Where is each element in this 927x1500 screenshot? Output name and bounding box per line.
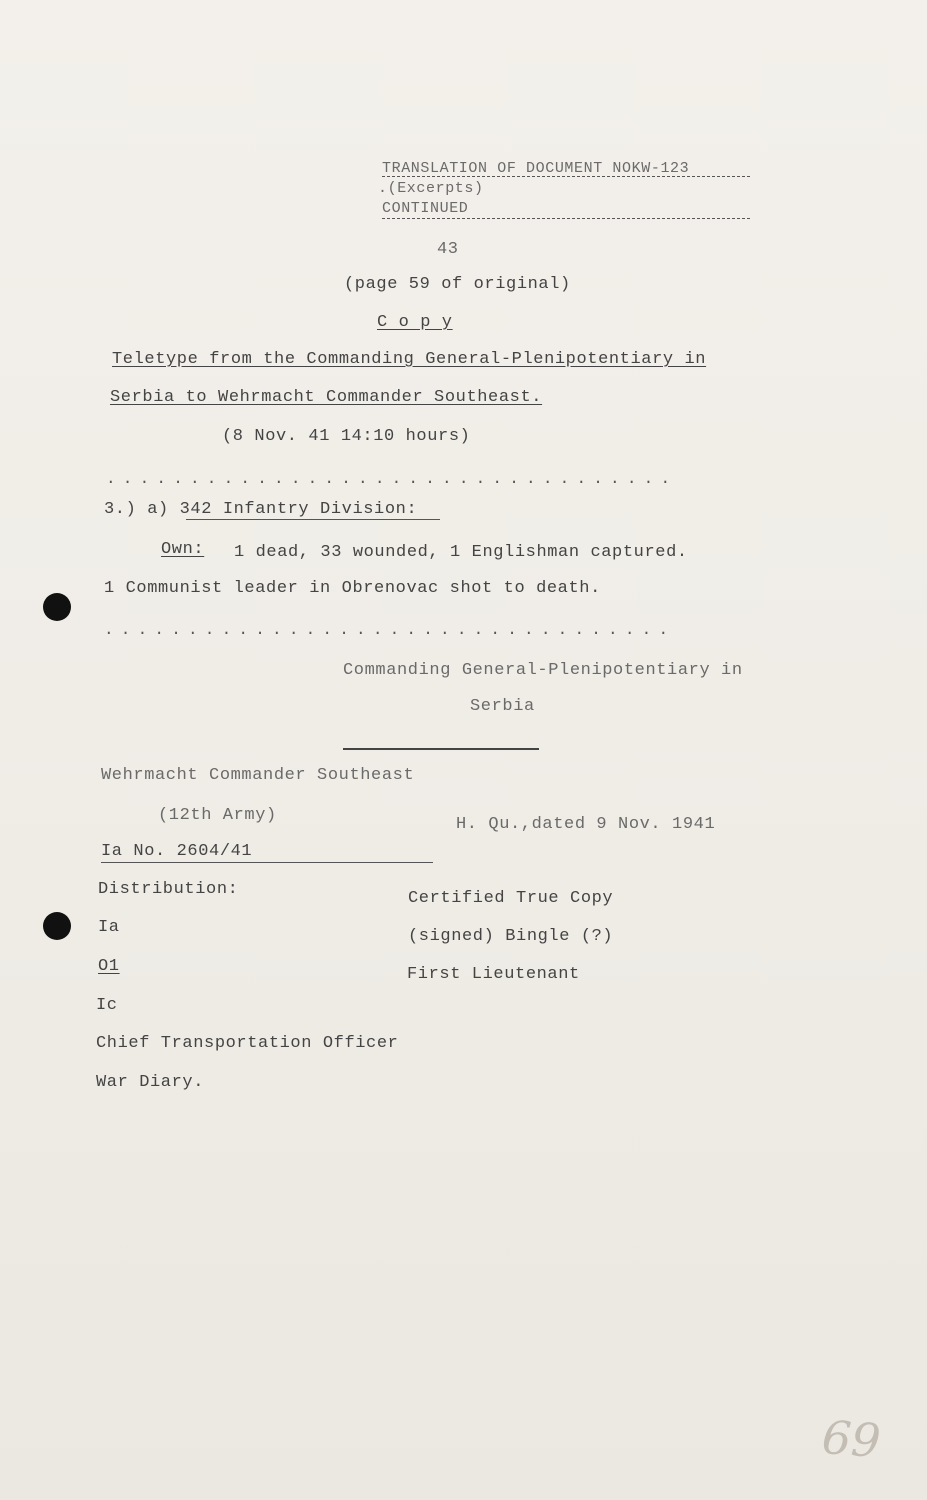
distribution-item: Ia — [98, 918, 120, 937]
header-rule-2 — [382, 218, 750, 219]
own-label: Own: — [161, 540, 205, 559]
header-line-2: .(Excerpts) — [378, 180, 484, 197]
punch-hole — [43, 912, 71, 940]
own-text: 1 dead, 33 wounded, 1 Englishman captured. — [234, 543, 688, 562]
distribution-item: Chief Transportation Officer — [96, 1034, 399, 1053]
distribution-item: Ic — [96, 996, 118, 1015]
header-rule-1 — [382, 176, 750, 177]
signature-divider — [343, 748, 539, 750]
copy-label: C o p y — [377, 313, 453, 332]
page-reference: (page 59 of original) — [344, 275, 571, 294]
punch-hole — [43, 593, 71, 621]
title-line-2: Serbia to Wehrmacht Commander Southeast. — [110, 388, 543, 407]
title-line-1: Teletype from the Commanding General-Plenipotentiary in — [112, 350, 707, 369]
reference-rule — [101, 862, 433, 863]
distribution-item: O1 — [98, 957, 120, 976]
army: (12th Army) — [158, 806, 277, 825]
certification-line-1: Certified True Copy — [408, 889, 614, 908]
sender: Wehrmacht Commander Southeast — [101, 766, 415, 785]
distribution-label: Distribution: — [98, 880, 239, 899]
header-line-1: TRANSLATION OF DOCUMENT NOKW-123 — [382, 160, 690, 177]
hq-date: H. Qu.,dated 9 Nov. 1941 — [456, 815, 716, 834]
dotted-separator-2: .................................. — [104, 621, 676, 639]
section-line-2: 1 Communist leader in Obrenovac shot to death. — [104, 579, 601, 598]
section-heading-rule — [186, 519, 440, 520]
timestamp: (8 Nov. 41 14:10 hours) — [222, 427, 471, 446]
header-line-3: CONTINUED — [382, 200, 469, 217]
section-heading: 3.) a) 342 Infantry Division: — [104, 500, 418, 519]
certification-line-2: (signed) Bingle (?) — [408, 927, 614, 946]
handwritten-page-number: 69 — [820, 1410, 883, 1468]
page-number: 43 — [437, 240, 459, 259]
signature-line-2: Serbia — [470, 697, 535, 716]
dotted-separator-1: .................................. — [106, 470, 678, 488]
reference-number: Ia No. 2604/41 — [101, 842, 253, 861]
signature-line-1: Commanding General-Plenipotentiary in — [343, 661, 743, 680]
certification-line-3: First Lieutenant — [407, 965, 580, 984]
distribution-item: War Diary. — [96, 1073, 205, 1092]
